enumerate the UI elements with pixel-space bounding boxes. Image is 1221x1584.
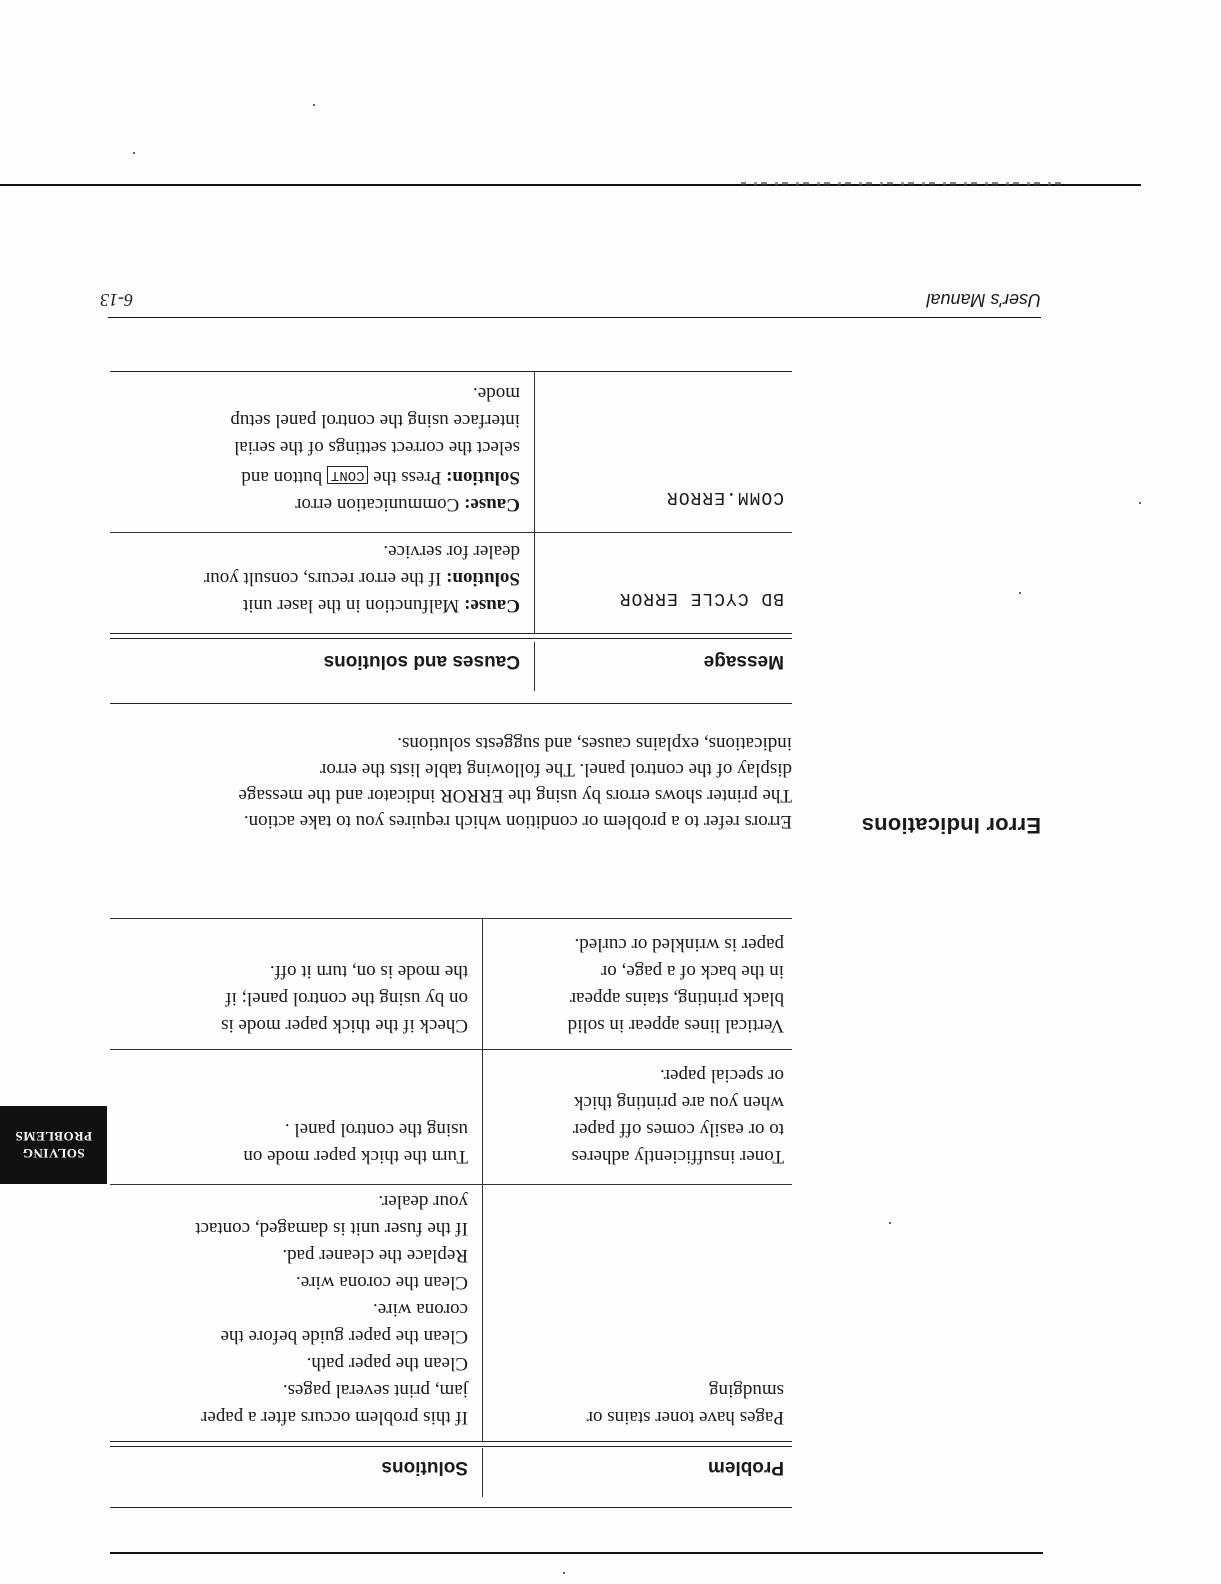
cause-label: Cause: xyxy=(464,494,520,515)
problem-line: Pages have toner stains or xyxy=(586,1407,784,1428)
header-double-rule xyxy=(110,633,792,639)
solution-line: mode. xyxy=(473,383,520,404)
solution-text: If the error recurs, consult your xyxy=(203,568,442,589)
solution-line: Check if the thick paper mode is xyxy=(221,1015,468,1036)
problems-table-header xyxy=(110,1446,792,1507)
cause-text: Communication error xyxy=(295,494,460,515)
cause-line xyxy=(118,491,520,518)
solution-line: Clean the corona wire. xyxy=(296,1272,468,1293)
speck xyxy=(313,104,315,106)
problem-line: paper is wrinkled or curled. xyxy=(574,934,784,955)
table-row xyxy=(110,1049,792,1184)
top-rule xyxy=(110,1552,1043,1554)
header-problem: Problem xyxy=(482,1449,792,1498)
problem-line: black printing, stains appear xyxy=(569,988,784,1009)
speck xyxy=(889,1222,891,1224)
solution-line: dealer for service. xyxy=(383,541,520,562)
solution-line: If this problem occurs after a paper xyxy=(201,1407,468,1428)
problem-line: Toner insufficiently adheres xyxy=(571,1146,784,1167)
problem-line: smudging xyxy=(709,1380,784,1401)
solution-line: corona wire. xyxy=(373,1299,468,1320)
problem-cell xyxy=(482,1185,792,1441)
error-message: COMM.ERROR xyxy=(534,372,792,532)
speck xyxy=(563,1572,565,1574)
cause-cell xyxy=(110,533,534,633)
solution-line: Turn the thick paper mode on xyxy=(243,1146,468,1167)
header-causes: Causes and solutions xyxy=(323,651,520,673)
solution-line: your dealer. xyxy=(378,1191,468,1212)
cause-label: Cause: xyxy=(464,595,520,616)
solution-line: jam, print several pages. xyxy=(282,1380,468,1401)
solution-text: Press the xyxy=(373,467,442,488)
solution-line xyxy=(118,461,520,491)
solution-line: If the fuser unit is damaged, contact xyxy=(195,1218,468,1239)
running-title: User's Manual xyxy=(926,290,1041,310)
problem-line: or special paper. xyxy=(660,1065,784,1086)
solution-line: on by using the control panel; if xyxy=(225,988,468,1009)
solution-line: Replace the cleaner pad. xyxy=(282,1245,468,1266)
problem-line: to or easily comes off paper xyxy=(572,1119,784,1140)
errors-table-header xyxy=(110,638,792,703)
solution-line: using the control panel . xyxy=(284,1119,468,1140)
error-message: BD CYCLE ERROR xyxy=(534,533,792,633)
problem-cell xyxy=(482,1050,792,1184)
solution-text: button and xyxy=(241,467,323,488)
solution-line: the mode is on, turn it off. xyxy=(269,961,468,982)
footer-rule xyxy=(108,317,1041,318)
speck xyxy=(1139,502,1141,504)
solution-cell xyxy=(110,1050,482,1184)
problem-line: Vertical lines appear in solid xyxy=(567,1015,784,1036)
intro-paragraph xyxy=(102,730,792,834)
problem-cell xyxy=(482,919,792,1049)
solution-cell xyxy=(110,1185,482,1441)
problems-table xyxy=(110,918,792,1508)
solution-line: select the correct settings of the serial xyxy=(234,437,520,458)
problem-line: when you are printing thick xyxy=(573,1092,784,1113)
solution-line: interface using the control panel setup xyxy=(230,410,520,431)
header-solutions: Solutions xyxy=(381,1457,468,1479)
solution-cell xyxy=(110,919,482,1049)
section-tab xyxy=(0,1106,107,1184)
scan-noise xyxy=(741,182,1061,186)
cause-text: Malfunction in the laser unit xyxy=(242,595,460,616)
speck xyxy=(133,152,135,154)
solution-line: Clean the paper guide before the xyxy=(220,1326,468,1347)
tab-line-1: SOLVING xyxy=(22,1146,85,1161)
section-title: Error Indications xyxy=(861,813,1041,838)
table-row xyxy=(110,532,792,633)
page-number: 6-13 xyxy=(100,290,133,310)
solution-label: Solution: xyxy=(446,568,520,589)
cause-line xyxy=(118,592,520,619)
speck xyxy=(1019,592,1021,594)
intro-line: Errors refer to a problem or condition which requires you to take action. xyxy=(243,811,792,832)
problem-line: in the back of a page, or xyxy=(600,961,784,982)
intro-line: display of the control panel. The following table lists the error xyxy=(320,759,792,780)
header-double-rule xyxy=(110,1441,792,1447)
intro-line: indications, explains causes, and suggests solutions. xyxy=(397,733,792,754)
table-top-rule xyxy=(110,703,792,704)
table-row xyxy=(110,918,792,1049)
errors-table xyxy=(110,371,792,704)
solution-label: Solution: xyxy=(446,467,520,488)
solution-line: Clean the paper path. xyxy=(306,1353,468,1374)
cause-cell xyxy=(110,372,534,532)
table-row xyxy=(110,1184,792,1441)
tab-line-2: PROBLEMS xyxy=(15,1129,92,1144)
cont-key: CONT xyxy=(327,466,369,484)
table-row xyxy=(110,372,792,532)
table-top-rule xyxy=(110,1507,792,1508)
header-message: Message xyxy=(534,643,792,692)
intro-line: The printer shows errors by using the ERROR indicator and the message xyxy=(238,785,792,806)
solution-line xyxy=(118,565,520,592)
